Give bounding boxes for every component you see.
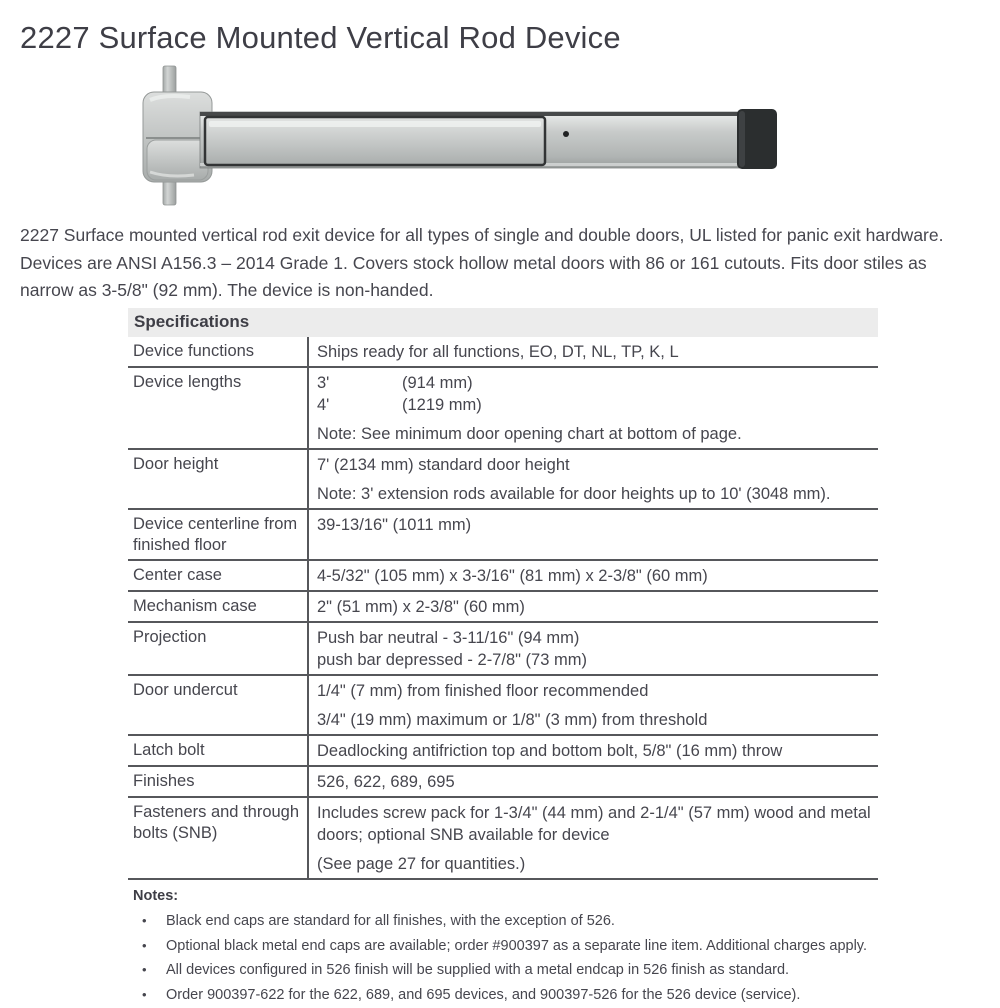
spec-row (128, 623, 878, 676)
exit-device-illustration (130, 60, 790, 210)
notes-heading: Notes: (133, 888, 179, 904)
spec-label: Door height (133, 455, 219, 473)
note-item: • Optional black metal end caps are available; order #900397 as a separate line item. Additional charges apply. (133, 935, 993, 958)
spec-value-line: 2" (51 mm) x 2-3/8" (60 mm) (317, 598, 525, 616)
spec-value-line: Deadlocking antifriction top and bottom bolt, 5/8" (16 mm) throw (317, 742, 783, 760)
spec-value (307, 736, 878, 765)
specifications-heading: Specifications (128, 308, 878, 337)
product-photo (130, 60, 790, 210)
spec-row (128, 337, 878, 368)
spec-value-line: Includes screw pack for 1-3/4" (44 mm) and 2-1/4" (57 mm) wood and metal doors; optional SNB available for device (317, 804, 871, 844)
spec-value-line (317, 372, 872, 394)
screw-dot (563, 131, 569, 137)
page-title: 2227 Surface Mounted Vertical Rod Device (20, 20, 621, 55)
spec-value (307, 623, 878, 674)
push-pad (205, 117, 545, 165)
notes-section (133, 888, 993, 1006)
spec-value (307, 450, 878, 508)
spec-value-line: 4-5/32" (105 mm) x 3-3/16" (81 mm) x 2-3/8" (60 mm) (317, 567, 708, 585)
spec-value-line: (See page 27 for quantities.) (317, 855, 526, 873)
end-cap (737, 109, 777, 169)
spec-label: Latch bolt (133, 741, 205, 759)
spec-row (128, 450, 878, 510)
spec-label: Center case (133, 566, 222, 584)
spec-label: Mechanism case (133, 597, 257, 615)
spec-value-line: push bar depressed - 2-7/8" (73 mm) (317, 651, 587, 669)
product-description: 2227 Surface mounted vertical rod exit device for all types of single and double doors, UL listed for panic exit hardware. Devices are ANSI A156.3 – 2014 Grade 1. Covers stock hollow metal doors with 86 or 161 cutouts. Fits door stiles as narrow as 3-5/8" (92 mm). The device is non-handed. (20, 225, 944, 300)
spec-value-line: 7' (2134 mm) standard door height (317, 456, 570, 474)
spec-value-line: Note: 3' extension rods available for door heights up to 10' (3048 mm). (317, 485, 831, 503)
note-item: • All devices configured in 526 finish will be supplied with a metal endcap in 526 finish as standard. (133, 959, 993, 982)
spec-label: Projection (133, 628, 207, 646)
notes-list (133, 910, 993, 1006)
spec-value-line: Note: See minimum door opening chart at bottom of page. (317, 425, 742, 443)
spec-value-line: 1/4" (7 mm) from finished floor recommended (317, 682, 649, 700)
spec-value-line: 526, 622, 689, 695 (317, 773, 455, 791)
spec-value (307, 798, 878, 878)
spec-row (128, 592, 878, 623)
spec-label: Finishes (133, 772, 195, 790)
spec-row (128, 767, 878, 798)
spec-length-feet: 4' (317, 396, 330, 414)
spec-value-line: 3/4" (19 mm) maximum or 1/8" (3 mm) from threshold (317, 711, 708, 729)
spec-value (307, 676, 878, 734)
spec-row (128, 510, 878, 561)
spec-row (128, 736, 878, 767)
spec-value-line: 39-13/16" (1011 mm) (317, 516, 472, 534)
spec-value (307, 510, 878, 559)
spec-value (307, 592, 878, 621)
spec-row (128, 798, 878, 880)
note-item: • Order 900397-622 for the 622, 689, and 695 devices, and 900397-526 for the 526 device (service). (133, 984, 993, 1007)
spec-label: Door undercut (133, 681, 238, 699)
spec-value (307, 561, 878, 590)
spec-row (128, 368, 878, 450)
spec-label: Device functions (133, 342, 255, 360)
spec-label: Fasteners and through bolts (SNB) (133, 803, 300, 842)
spec-value-line (317, 394, 872, 416)
spec-value-line: Push bar neutral - 3-11/16" (94 mm) (317, 629, 580, 647)
spec-value (307, 767, 878, 796)
spec-length-mm: (914 mm) (402, 374, 473, 392)
spec-value-line: Ships ready for all functions, EO, DT, NL, TP, K, L (317, 343, 679, 361)
specifications-table (128, 337, 878, 880)
spec-label: Device lengths (133, 373, 242, 391)
spec-row (128, 676, 878, 736)
spec-value (307, 337, 878, 366)
spec-value (307, 368, 878, 448)
specifications-section (128, 308, 878, 1008)
spec-label: Device centerline from finished floor (133, 515, 298, 554)
note-item: • Black end caps are standard for all finishes, with the exception of 526. (133, 910, 993, 933)
spec-length-mm: (1219 mm) (402, 396, 482, 414)
spec-length-feet: 3' (317, 374, 330, 392)
spec-row (128, 561, 878, 592)
